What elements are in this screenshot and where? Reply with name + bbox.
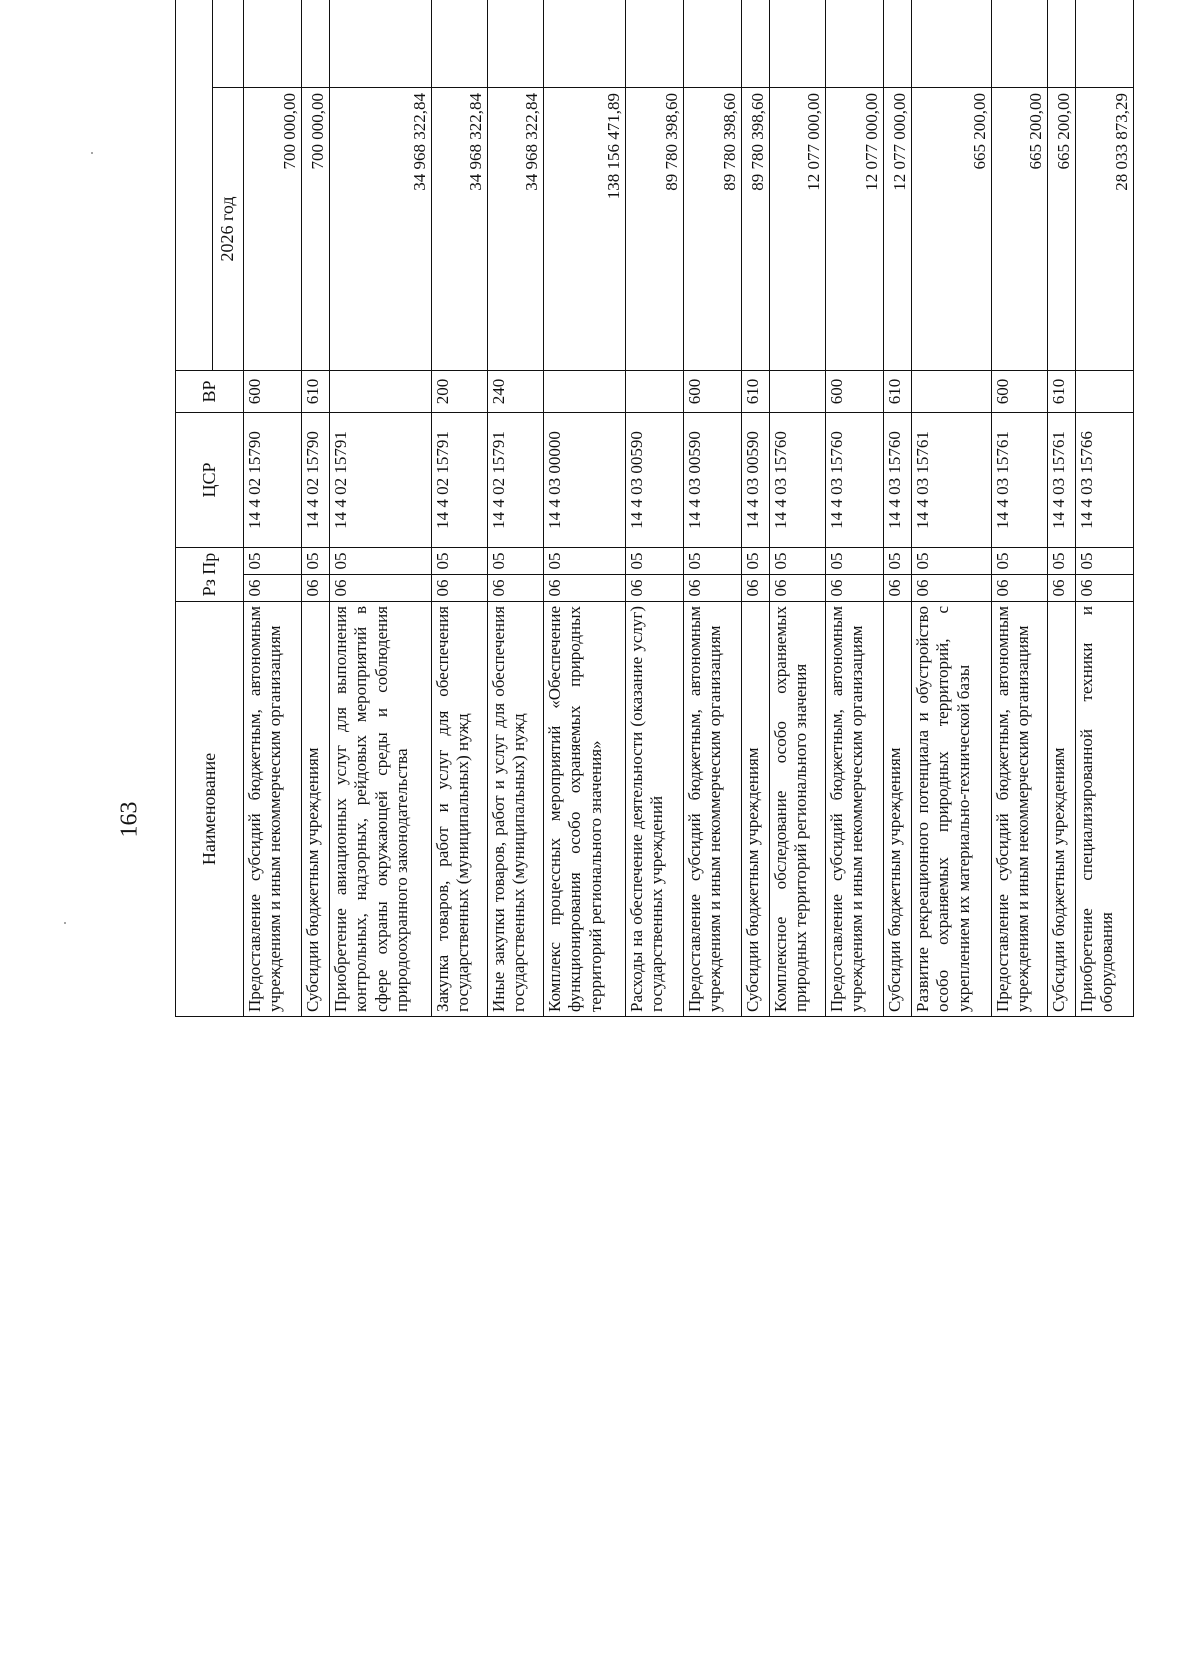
row-amount-2027 bbox=[992, 0, 1048, 88]
header-rz-pr: Рз Пр bbox=[176, 548, 244, 602]
row-rz: 06 bbox=[244, 575, 302, 602]
row-rz: 06 bbox=[1048, 575, 1076, 602]
row-amount-2026: 665 200,00 bbox=[1048, 88, 1076, 371]
rotated-table-frame bbox=[175, 93, 1131, 1585]
row-vr: 600 bbox=[684, 371, 742, 413]
header-sum bbox=[176, 0, 213, 371]
row-csr: 14 4 02 15790 bbox=[244, 413, 302, 548]
row-csr: 14 4 03 15761 bbox=[912, 413, 992, 548]
table-row bbox=[330, 0, 432, 1017]
row-pr: 05 bbox=[826, 548, 884, 575]
row-csr: 14 4 02 15791 bbox=[488, 413, 544, 548]
row-rz: 06 bbox=[770, 575, 826, 602]
row-rz: 06 bbox=[544, 575, 626, 602]
row-amount-2026: 89 780 398,60 bbox=[626, 88, 684, 371]
row-rz: 06 bbox=[1076, 575, 1134, 602]
row-amount-2027 bbox=[626, 0, 684, 88]
row-vr bbox=[1076, 371, 1134, 413]
row-vr: 610 bbox=[1048, 371, 1076, 413]
row-amount-2026: 12 077 000,00 bbox=[826, 88, 884, 371]
row-pr: 05 bbox=[1076, 548, 1134, 575]
row-csr: 14 4 03 15766 bbox=[1076, 413, 1134, 548]
row-amount-2026: 28 033 873,29 bbox=[1076, 88, 1134, 371]
row-name: Приобретение специализированной техники и оборудования bbox=[1076, 602, 1134, 1017]
row-amount-2027 bbox=[330, 0, 432, 88]
table-row bbox=[684, 0, 742, 1017]
row-csr: 14 4 03 00590 bbox=[684, 413, 742, 548]
header-year-2026: 2026 год bbox=[213, 88, 244, 371]
table-row bbox=[244, 0, 302, 1017]
row-rz: 06 bbox=[992, 575, 1048, 602]
row-rz: 06 bbox=[912, 575, 992, 602]
row-name: Субсидии бюджетным учреждениям bbox=[884, 602, 912, 1017]
row-csr: 14 4 02 15790 bbox=[302, 413, 330, 548]
row-name: Комплексное обследование особо охраняемых природных территорий регионального значения bbox=[770, 602, 826, 1017]
row-name: Субсидии бюджетным учреждениям bbox=[742, 602, 770, 1017]
scan-speck bbox=[91, 152, 93, 154]
row-pr: 05 bbox=[302, 548, 330, 575]
row-csr: 14 4 02 15791 bbox=[432, 413, 488, 548]
row-pr: 05 bbox=[244, 548, 302, 575]
table-row bbox=[432, 0, 488, 1017]
row-rz: 06 bbox=[884, 575, 912, 602]
row-rz: 06 bbox=[488, 575, 544, 602]
table-row bbox=[1076, 0, 1134, 1017]
row-amount-2026: 34 968 322,84 bbox=[330, 88, 432, 371]
row-vr bbox=[330, 371, 432, 413]
row-rz: 06 bbox=[302, 575, 330, 602]
row-name: Развитие рекреационного потенциала и обустройство особо охраняемых природных территорий, с укреплением их материально-технической базы bbox=[912, 602, 992, 1017]
row-amount-2026: 34 968 322,84 bbox=[488, 88, 544, 371]
row-amount-2026: 665 200,00 bbox=[992, 88, 1048, 371]
row-amount-2027 bbox=[826, 0, 884, 88]
row-csr: 14 4 02 15791 bbox=[330, 413, 432, 548]
row-vr bbox=[626, 371, 684, 413]
row-csr: 14 4 03 15761 bbox=[1048, 413, 1076, 548]
row-pr: 05 bbox=[626, 548, 684, 575]
row-pr: 05 bbox=[432, 548, 488, 575]
row-vr bbox=[544, 371, 626, 413]
row-rz: 06 bbox=[684, 575, 742, 602]
row-pr: 05 bbox=[330, 548, 432, 575]
header-name: Наименование bbox=[176, 602, 244, 1017]
row-pr: 05 bbox=[884, 548, 912, 575]
table-row bbox=[826, 0, 884, 1017]
row-name: Субсидии бюджетным учреждениям bbox=[1048, 602, 1076, 1017]
row-vr bbox=[912, 371, 992, 413]
row-vr: 610 bbox=[742, 371, 770, 413]
row-pr: 05 bbox=[992, 548, 1048, 575]
row-pr: 05 bbox=[770, 548, 826, 575]
row-pr: 05 bbox=[912, 548, 992, 575]
row-csr: 14 4 03 15760 bbox=[770, 413, 826, 548]
row-name: Иные закупки товаров, работ и услуг для обеспечения государственных (муниципальных) нужд bbox=[488, 602, 544, 1017]
row-pr: 05 bbox=[488, 548, 544, 575]
row-amount-2027 bbox=[684, 0, 742, 88]
row-vr: 240 bbox=[488, 371, 544, 413]
row-csr: 14 4 03 15760 bbox=[826, 413, 884, 548]
row-amount-2027 bbox=[432, 0, 488, 88]
row-amount-2026: 138 156 471,89 bbox=[544, 88, 626, 371]
row-rz: 06 bbox=[826, 575, 884, 602]
row-name: Приобретение авиационных услуг для выполнения контрольных, надзорных, рейдовых мероприятий в сфере охраны окружающей среды и соблюдения природоохранного законодательства bbox=[330, 602, 432, 1017]
row-amount-2027 bbox=[770, 0, 826, 88]
table-row bbox=[770, 0, 826, 1017]
row-vr: 600 bbox=[244, 371, 302, 413]
row-rz: 06 bbox=[330, 575, 432, 602]
row-amount-2026: 34 968 322,84 bbox=[432, 88, 488, 371]
row-vr: 600 bbox=[826, 371, 884, 413]
header-vr: ВР bbox=[176, 371, 244, 413]
row-csr: 14 4 03 00590 bbox=[742, 413, 770, 548]
scan-speck bbox=[64, 922, 66, 924]
row-name: Закупка товаров, работ и услуг для обеспечения государственных (муниципальных) нужд bbox=[432, 602, 488, 1017]
row-rz: 06 bbox=[742, 575, 770, 602]
table-row bbox=[626, 0, 684, 1017]
row-name: Комплекс процессных мероприятий «Обеспечение функционирования особо охраняемых природных территорий регионального значения» bbox=[544, 602, 626, 1017]
row-csr: 14 4 03 15760 bbox=[884, 413, 912, 548]
row-vr bbox=[770, 371, 826, 413]
row-vr: 200 bbox=[432, 371, 488, 413]
row-amount-2026: 665 200,00 bbox=[912, 88, 992, 371]
row-csr: 14 4 03 00590 bbox=[626, 413, 684, 548]
row-name: Предоставление субсидий бюджетным, автономным учреждениям и иным некоммерческим организациям bbox=[826, 602, 884, 1017]
row-name: Расходы на обеспечение деятельности (оказание услуг) государственных учреждений bbox=[626, 602, 684, 1017]
row-name: Предоставление субсидий бюджетным, автономным учреждениям и иным некоммерческим организациям bbox=[684, 602, 742, 1017]
row-amount-2027 bbox=[912, 0, 992, 88]
row-pr: 05 bbox=[684, 548, 742, 575]
row-amount-2026: 12 077 000,00 bbox=[884, 88, 912, 371]
row-pr: 05 bbox=[742, 548, 770, 575]
row-amount-2026: 89 780 398,60 bbox=[742, 88, 770, 371]
table-row bbox=[302, 0, 330, 1017]
header-year-2027 bbox=[213, 0, 244, 88]
budget-table bbox=[175, 0, 1134, 1017]
row-rz: 06 bbox=[626, 575, 684, 602]
row-pr: 05 bbox=[544, 548, 626, 575]
table-row bbox=[1048, 0, 1076, 1017]
table-row bbox=[992, 0, 1048, 1017]
row-amount-2026: 12 077 000,00 bbox=[770, 88, 826, 371]
row-csr: 14 4 03 00000 bbox=[544, 413, 626, 548]
table-body bbox=[244, 0, 1134, 1017]
row-amount-2026: 700 000,00 bbox=[244, 88, 302, 371]
row-amount-2027 bbox=[742, 0, 770, 88]
row-rz: 06 bbox=[432, 575, 488, 602]
row-amount-2027 bbox=[544, 0, 626, 88]
row-name: Предоставление субсидий бюджетным, автономным учреждениям и иным некоммерческим организациям bbox=[244, 602, 302, 1017]
row-csr: 14 4 03 15761 bbox=[992, 413, 1048, 548]
row-vr: 610 bbox=[302, 371, 330, 413]
row-amount-2026: 700 000,00 bbox=[302, 88, 330, 371]
row-pr: 05 bbox=[1048, 548, 1076, 575]
table-row bbox=[912, 0, 992, 1017]
table-row bbox=[544, 0, 626, 1017]
row-amount-2027 bbox=[244, 0, 302, 88]
row-vr: 610 bbox=[884, 371, 912, 413]
row-amount-2027 bbox=[884, 0, 912, 88]
row-name: Субсидии бюджетным учреждениям bbox=[302, 602, 330, 1017]
row-amount-2027 bbox=[488, 0, 544, 88]
row-amount-2027 bbox=[302, 0, 330, 88]
page-number: 163 bbox=[116, 801, 143, 838]
table-row bbox=[884, 0, 912, 1017]
table-row bbox=[742, 0, 770, 1017]
table-row bbox=[488, 0, 544, 1017]
row-name: Предоставление субсидий бюджетным, автономным учреждениям и иным некоммерческим организациям bbox=[992, 602, 1048, 1017]
row-amount-2026: 89 780 398,60 bbox=[684, 88, 742, 371]
row-amount-2027 bbox=[1048, 0, 1076, 88]
row-amount-2027 bbox=[1076, 0, 1134, 88]
header-csr: ЦСР bbox=[176, 413, 244, 548]
row-vr: 600 bbox=[992, 371, 1048, 413]
